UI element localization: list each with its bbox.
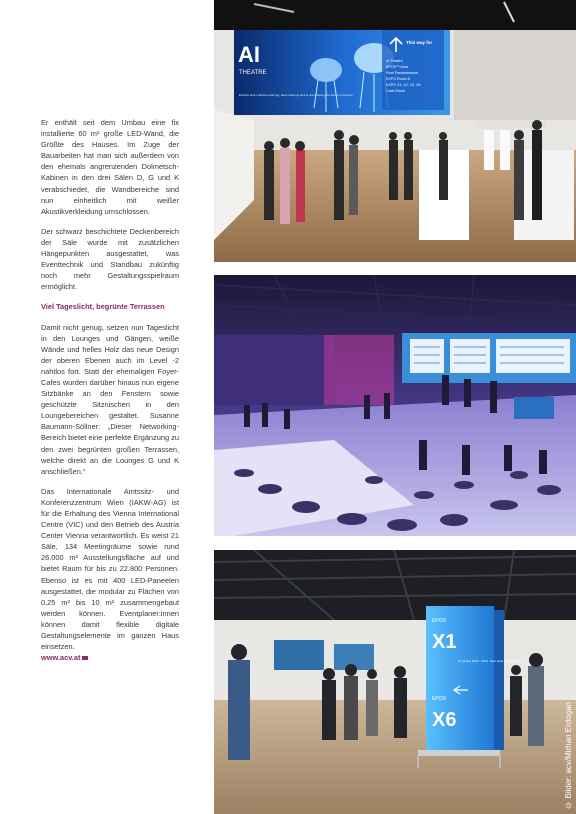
foyer-illustration [214, 550, 576, 814]
end-mark-icon [82, 656, 88, 660]
sign-line: Pixel Pandemonium [386, 71, 418, 75]
pillar-info: Fri, 24 Nov, 08:00 – 18:00 · Floor Level · EXPO Room X1 [458, 660, 524, 663]
website-link[interactable]: www.acv.at [41, 653, 81, 663]
article-paragraph-2: Der schwarz beschichtete Deckenbereich der Säle wurde mit zusätzlichen Hängepunkten ausgestattet, was Eventtechnik und Standbau zukünftig noch mehr Gestaltungsspielraum ermöglicht. [41, 226, 179, 292]
photo-foyer-pillar [214, 550, 576, 814]
hall-illustration [214, 275, 576, 536]
subheading: Viel Tageslicht, begrünte Terrassen [41, 302, 165, 312]
article-paragraph-3: Damit nicht genug, setzen nun Tageslicht in den Lounges und Gängen, weiße Wände und helles Holz das neue Design der oberen Ebenen auch im Level -2 nahtlos fort. Statt der ehemaligen Foyer-Cafes wurden darüber hinaus nun eigene Sitzbänke an den Fenstern sowie geschützte Sitznischen in den Loungebereichen gestaltet. Susanne Baumann-Söllner: „Dieser Networking-Bereich bietet eine perfekte Ergänzung zu den zwei begrünten großen Terrassen, welche direkt an die Lounges G und K anschließen.“ [41, 322, 179, 476]
pillar-label-top: EPOS [432, 618, 446, 624]
article-paragraph-4-text: Das Internationale Amtssitz- und Konferenzzentrum Wien (IAKW-AG) ist für die Erhaltung des Vienna International Centre (VIC) und den Betrieb des Austria Center Vienna verantwortlich. Es weist 21 Säle, 134 Meetingräume sowie rund 26.000 m² Ausstellungsfläche auf und bietet Raum für bis zu 22.800 Personen. Ebenso ist es mit 400 LED-Paneelen ausgestattet, die modular zu Flächen von 0,25 m² bis 10 m² zusammengebaut werden können. Eventplaner:innen können damit flexible digitale Gestaltungselemente im ganzen Haus einsetzen. [41, 486, 179, 652]
website-link-row [41, 652, 179, 663]
article-column [41, 117, 179, 663]
pillar-label-bottom: EPOS [432, 696, 446, 702]
screen-caption: Explore how machine learning, deep learning and AI are shaping the future of science [239, 93, 353, 97]
screen-subtitle: THEATRE [239, 70, 267, 76]
article-paragraph-4 [41, 486, 179, 652]
pillar-room-bottom: X6 [432, 709, 457, 731]
article-paragraph-1: Er enthält seit dem Umbau eine fix installierte 60 m² große LED-Wand, die Größte des Hauses. Im Zuge der Bauarbeiten hat man sich außerdem von den ehemals angrenzenden Dolmetsch-Kabinen in den drei Sälen D, G und K verabschiedet, die Wandbereiche sind nun einheitlich mit weißer Akustikverkleidung umschlossen. [41, 118, 179, 216]
sign-heading: This way for [406, 40, 433, 45]
sign-line: EXPO Room D [386, 77, 411, 81]
photo-credit: © Bilder: acv/Mirhan Erdogan [564, 702, 573, 810]
photo-event-hall [214, 275, 576, 536]
sign-line: Coat Check [386, 89, 405, 93]
pillar-room-top: X1 [432, 631, 457, 653]
photo-lobby-led-wall [214, 0, 576, 262]
lobby-illustration [214, 0, 576, 262]
sign-line: AI Theatre [386, 59, 403, 63]
screen-title: AI [238, 42, 260, 67]
sign-line: EXPO X1, X2, X3, X6 [386, 83, 421, 87]
sign-line: EPOS™ Area [386, 65, 408, 69]
